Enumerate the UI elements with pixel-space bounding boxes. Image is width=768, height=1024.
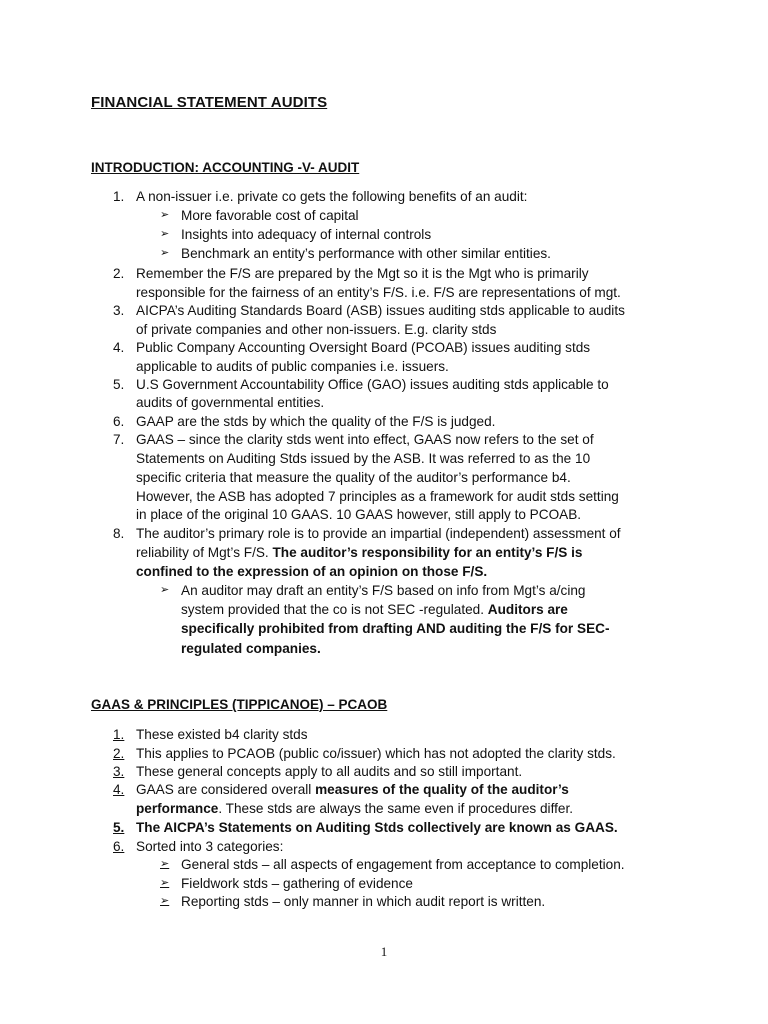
arrow-bullet-icon: ➢ — [160, 877, 170, 889]
section-heading-gaas: GAAS & PRINCIPLES (TIPPICANOE) – PCAOB — [91, 697, 388, 712]
document-title: FINANCIAL STATEMENT AUDITS — [91, 94, 328, 111]
page-number: 1 — [380, 944, 388, 959]
section-heading-introduction: INTRODUCTION: ACCOUNTING -V- AUDIT — [91, 160, 360, 175]
arrow-bullet-icon: ➢ — [160, 858, 170, 870]
document-page: FINANCIAL STATEMENT AUDITS INTRODUCTION: ACCOUNTING -V- AUDIT 1. A non-issuer i.e. private co gets the following benefits of an audit: ➢ More favorable cost of capital ➢ Insights into adequacy of internal controls ➢ Benchmark an entity’s performance with other similar entities. 2. Remember the F/S are prepared by the Mgt so it is the Mgt who is primarily responsible for the fairness of an entity’s F/S. i.e. F/S are representations of mgt. 3. AICPA’s Auditing Standards Board (ASB) issues auditing stds applicable to audits of private companies and other non-issuers. E.g. clarity stds 4. Public Company Accounting Oversight Board (PCOAB) issues auditing stds applicable to audits of public companies i.e. issuers. 5. U.S Government Accountability Office (GAO) issues auditing stds applicable to audits of governmental entities. 6. GAAP are the stds by which the quality of the F/S is judged. 7. GAAS – since the clarity stds went into effect, GAAS now refers to the set of Statements on Auditing Stds issued by the ASB. It was referred to as the 10 specific criteria that measure the quality of the auditor’s performance b4. However, the ASB has adopted 7 principles as a framework for audit stds setting in place of the original 10 GAAS. 10 GAAS however, still apply to PCOAB. 8. The auditor’s primary role is to provide an impartial (independent) assessment of reliability of Mgt’s F/S. The auditor’s responsibility for an entity’s F/S is confined to the expression of an opinion on those F/S. ➢ An auditor may draft an entity’s F/S based on info from Mgt’s a/cing system provided that the co is not SEC -regulated. Auditors are specifically prohibited from drafting AND auditing the F/S for SEC- regulated companies. GAAS & PRINCIPLES (TIPPICANOE) – PCAOB 1. These existed b4 clarity stds 2. This applies to PCAOB (public co/issuer) which has not adopted the clarity stds. 3. These general concepts apply to all audits and so still important. 4. GAAS are considered overall measures of the quality of the auditor’s performance. These stds are always the same even if procedures differ. 5. The AICPA’s Statements on Auditing Stds collectively are known as GAAS. 6. Sorted into 3 categories: ➢ General stds – all aspects of engagement from acceptance to completion. ➢ Fieldwork stds – gathering of evidence ➢ Reporting stds – only manner in which audit report is written. 1 — [0, 0, 768, 1024]
arrow-bullet-icon: ➢ — [160, 247, 170, 259]
arrow-bullet-icon: ➢ — [160, 584, 170, 596]
arrow-bullet-icon: ➢ — [160, 228, 170, 240]
arrow-bullet-icon: ➢ — [160, 895, 170, 907]
arrow-bullet-icon: ➢ — [160, 209, 170, 221]
